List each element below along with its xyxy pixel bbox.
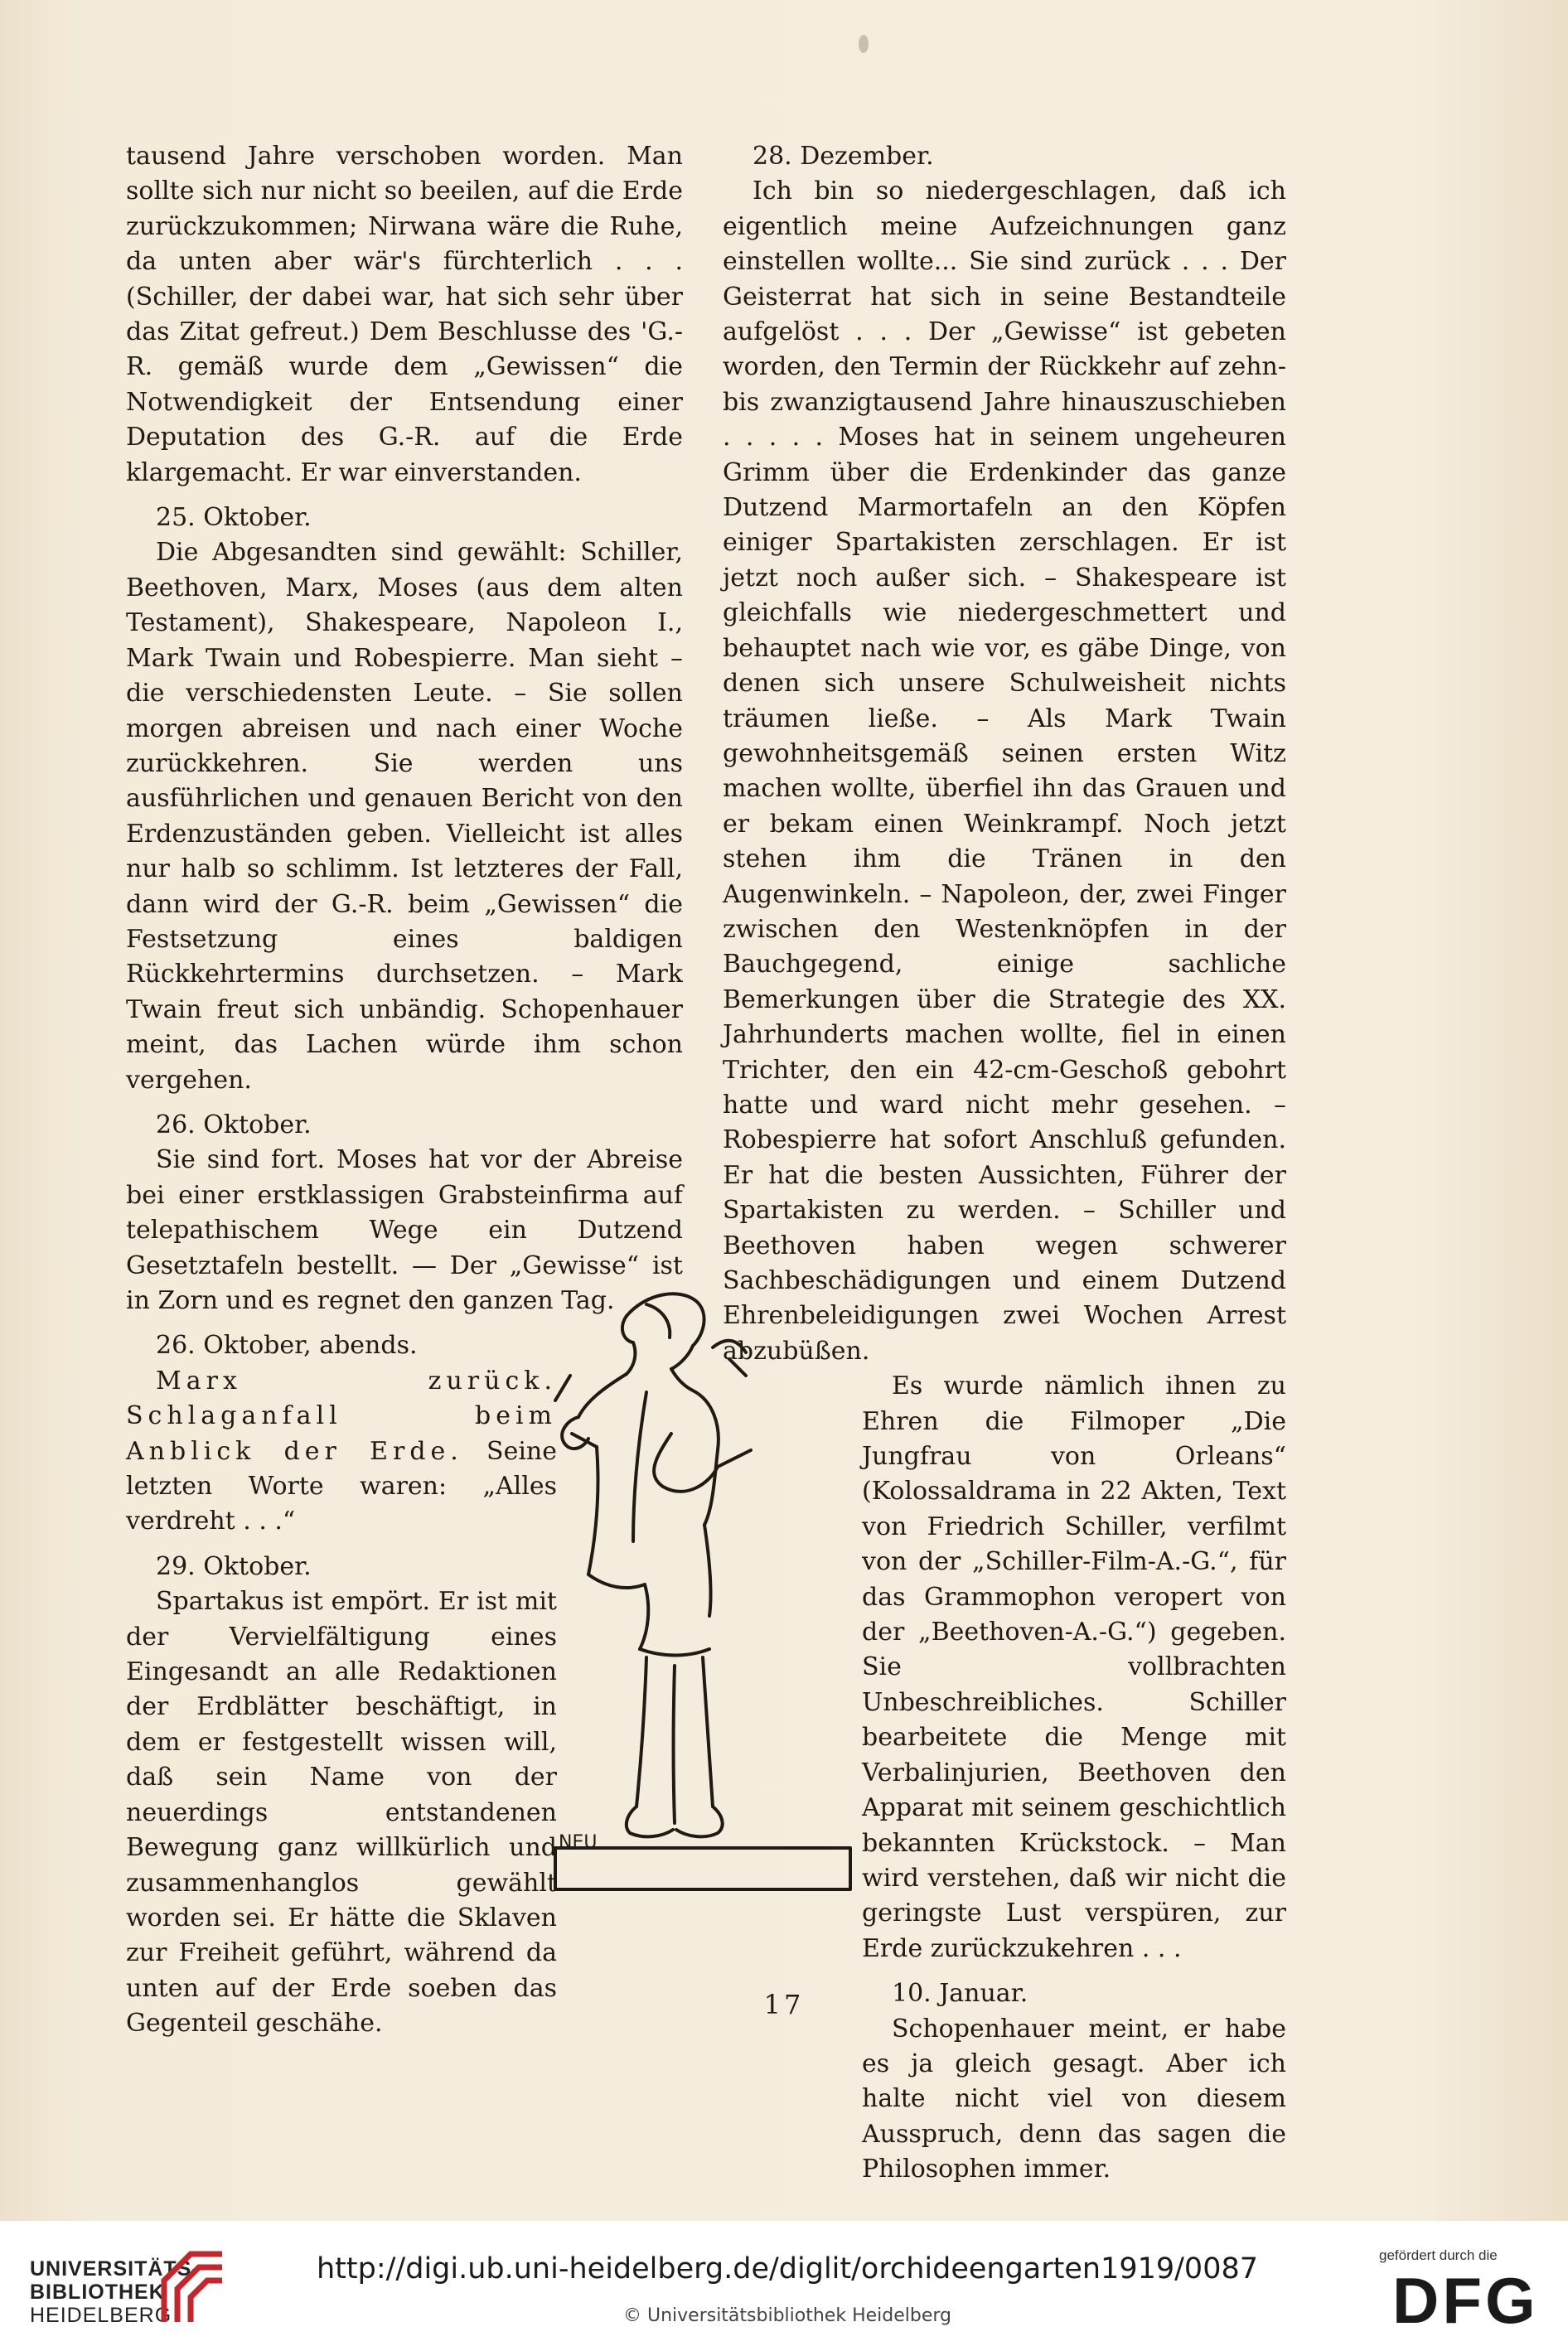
paragraph: tausend Jahre verschoben worden. Man sollte sich nur nicht so beeilen, auf die Erde zurückzukommen; Nirwana wäre die Ruhe, da unten aber wär's fürchterlich . . . (Schiller, der dabei war, hat sich sehr über das Zitat gefreut.) Dem Beschlusse des 'G.-R. gemäß wurde dem „Gewissen“ die Notwendigkeit der Entsendung einer Deputation des G.-R. auf die Erde klargemacht. Er war einverstanden.	[126, 142, 683, 487]
page-number: 17	[763, 1989, 805, 2020]
paragraph-rest: Seine letzten Worte waren: „Alles verdreht . . .“	[126, 1436, 557, 1536]
institution-line: UNIVERSITÄTS-	[30, 2257, 200, 2281]
diary-date: 10. Januar.	[892, 1979, 1028, 2009]
paragraph: Es wurde nämlich ihnen zu Ehren die Filmoper „Die Jungfrau von Orleans“ (Kolossaldrama in 22 Akten, Text von Friedrich Schiller, verfilmt von der „Schiller-Film-A.-G.“, für das Grammophon veropert von der „Beethoven-A.-G.“) gegeben. Sie vollbrachten Unbeschreibliches. Schiller bearbeitete die Menge mit Verbalinjurien, Beethoven den Apparat mit seinem geschichtlich bekannten Krückstock. – Man wird verstehen, daß wir nicht die geringste Lust verspüren, zur Erde zurückzukehren . . .	[862, 1371, 1286, 1963]
artist-signature: NEU	[559, 1832, 598, 1853]
diary-date: 29. Oktober.	[156, 1551, 312, 1581]
figure-illustration	[547, 1276, 854, 1914]
diary-date: 28. Dezember.	[753, 142, 934, 171]
diary-date: 26. Oktober.	[156, 1110, 312, 1139]
paragraph	[126, 1364, 557, 1540]
paragraph: Schopenhauer meint, er habe es ja gleich gesagt. Aber ich halte nicht viel von diesem Ausspruch, denn das sagen die Philosophen immer.	[862, 2014, 1286, 2184]
diary-date: 26. Oktober, abends.	[156, 1331, 418, 1361]
paragraph: Sie sind fort. Moses hat vor der Abreise bei einer erstklassigen Grabsteinfirma auf telepathischem Wege ein Dutzend Gesetztafeln bestellt. — Der „Gewisse“ ist in Zorn und es regnet den ganzen Tag.	[126, 1145, 683, 1315]
paragraph: Die Abgesandten sind gewählt: Schiller, Beethoven, Marx, Moses (aus dem alten Testament), Shakespeare, Napoleon I., Mark Twain und Robespierre. Man sieht – die verschiedensten Leute. – Sie sollen morgen abreisen und nach einer Woche zurückkehren. Sie werden uns ausführlichen und genauen Bericht von den Erdenzuständen geben. Vielleicht ist alles nur halb so schlimm. Ist letzteres der Fall, dann wird der G.-R. beim „Gewissen“ die Festsetzung eines baldigen Rückkehrtermins durchsetzen. – Mark Twain freut sich unbändig. Schopenhauer meint, das Lachen würde ihm schon vergehen.	[126, 538, 683, 1095]
paper-stain	[859, 35, 869, 53]
diary-date: 25. Oktober.	[156, 503, 312, 533]
institution-line: HEIDELBERG	[30, 2304, 172, 2327]
institution-line: BIBLIOTHEK	[30, 2281, 165, 2304]
paragraph: Spartakus ist empört. Er ist mit der Vervielfältigung eines Eingesandt an alle Redaktionen der Erdblätter beschäftigt, in dem er festgestellt wissen will, daß sein Name von der neuerdings entstandenen Bewegung ganz willkürlich und zusammenhanglos gewählt worden sei. Er hätte die Sklaven zur Freiheit geführt, während da unten auf der Erde soeben das Gegenteil geschähe.	[126, 1587, 557, 2039]
left-narrow-text	[126, 1364, 557, 2042]
permalink-url[interactable]: http://digi.ub.uni-heidelberg.de/diglit/orchideengarten1919/0087	[317, 2252, 1258, 2286]
library-footer	[0, 2221, 1568, 2346]
dfg-logo: DFG	[1392, 2264, 1539, 2337]
copyright-notice: © Universitätsbibliothek Heidelberg	[622, 2305, 951, 2326]
right-narrow-text	[862, 1369, 1286, 2187]
spaced-text: Marx zurück. Schlaganfall beim Anblick der Erde.	[126, 1366, 557, 1466]
university-logo-icon	[157, 2247, 229, 2327]
funding-label: gefördert durch die	[1379, 2247, 1498, 2263]
paragraph: Ich bin so niedergeschlagen, daß ich eigentlich meine Aufzeichnungen ganz einstellen wollte... Sie sind zurück . . . Der Geisterrat hat sich in seine Bestandteile aufgelöst . . . Der „Gewisse“ ist gebeten worden, den Termin der Rückkehr auf zehn- bis zwanzigtausend Jahre hinauszuschieben . . . . . Moses hat in seinem ungeheuren Grimm über die Erdenkinder das ganze Dutzend Marmortafeln an den Köpfen einiger Spartakisten zerschlagen. Er ist jetzt noch außer sich. – Shakespeare ist gleichfalls wie niedergeschmettert und behauptet nach wie vor, es gäbe Dinge, von denen sich unsere Schulweisheit nichts träumen ließe. – Als Mark Twain gewohnheitsgemäß seinen ersten Witz machen wollte, überfiel ihn das Grauen und er bekam einen Weinkrampf. Noch jetzt stehen ihm die Tränen in den Augenwinkeln. – Napoleon, der, zwei Finger zwischen den Westenknöpfen in der Bauchgegend, einige sachliche Bemerkungen über die Strategie des XX. Jahrhunderts machen wollte, fiel in einen Trichter, den ein 42-cm-Geschoß gebohrt hatte und ward nicht mehr gesehen. – Robespierre hat sofort Anschluß gefunden. Er hat die besten Aussichten, Führer der Spartakisten zu werden. – Schiller und Beethoven haben wegen schwerer Sachbeschädigungen und einem Dutzend Ehrenbeleidigungen zwei Wochen Arrest abzubüßen.	[723, 177, 1286, 1366]
